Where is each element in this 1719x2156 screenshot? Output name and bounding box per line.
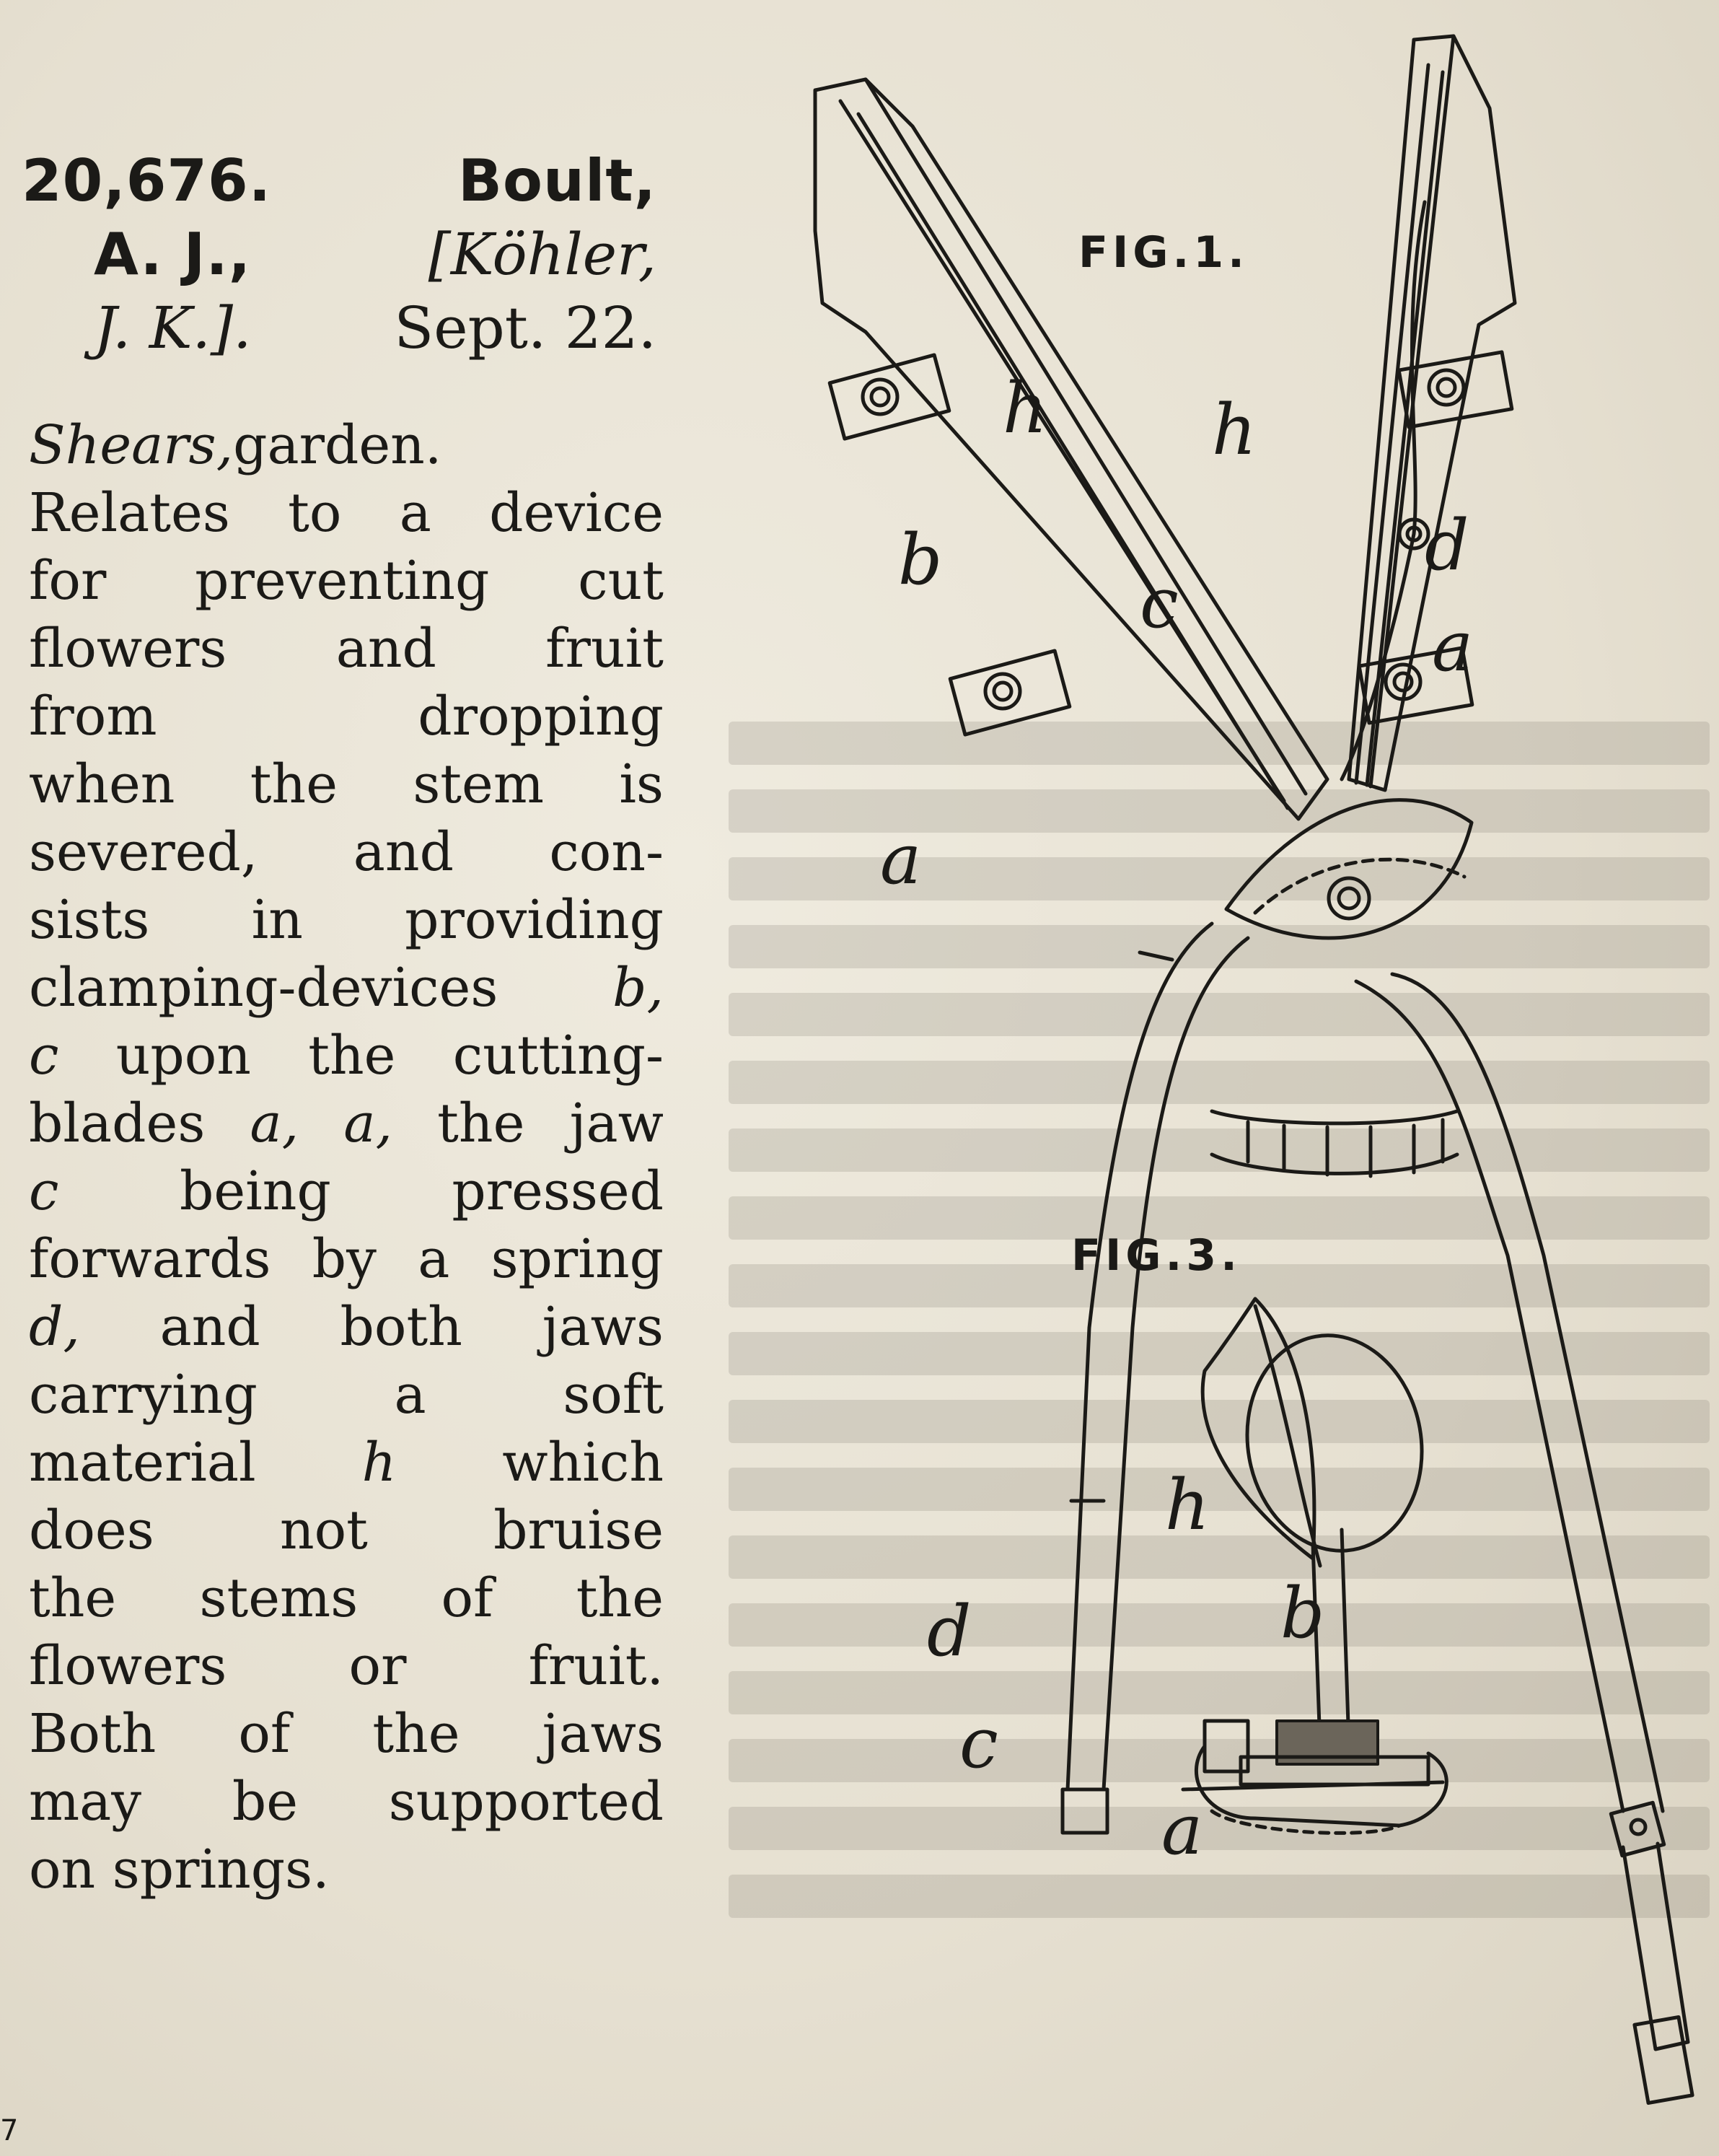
fig1-ref-b: b [898, 520, 943, 600]
abstract-line [29, 547, 664, 615]
abstract-line [29, 954, 664, 1022]
abstract-text-segment: Relates to a device [29, 482, 664, 544]
patent-drawing [750, 29, 1710, 2107]
abstract-text-segment: material [29, 1432, 362, 1494]
communicator-name: [Köhler, [428, 221, 656, 288]
abstract-text-segment: c [29, 1160, 59, 1222]
abstract-text-segment: from dropping [29, 685, 664, 748]
abstract-text-segment: when the stem is [29, 753, 664, 815]
abstract-text-segment: a, a, [250, 1092, 392, 1154]
abstract-line [29, 1361, 664, 1429]
abstract-line [29, 1090, 664, 1157]
fig3-ref-c: c [959, 1703, 998, 1784]
left-handle [1063, 924, 1248, 1833]
abstract-text-segment: garden. [233, 414, 442, 476]
abstract-text-segment: Both of the jaws [29, 1703, 664, 1765]
fig1-ref-a-right: a [1432, 606, 1474, 687]
abstract-text [29, 411, 664, 1903]
fig1-ref-h-left: h [1003, 368, 1047, 449]
abstract-text-segment: may be supported [29, 1771, 664, 1833]
fig3-ref-h: h [1165, 1465, 1210, 1546]
filing-date: Sept. 22. [394, 294, 656, 361]
abstract-line [29, 1497, 664, 1564]
abstract-line [29, 1700, 664, 1768]
fig3-ref-a: a [1161, 1789, 1203, 1870]
abstract-line [29, 1022, 664, 1090]
abstract-text-segment: b, [612, 957, 664, 1019]
abstract-text-segment: carrying a soft [29, 1364, 664, 1426]
abstract-text-segment: h [361, 1432, 397, 1494]
abstract-text-segment: does not bruise [29, 1499, 664, 1561]
pivot-joint [1226, 800, 1472, 938]
abstract-line [29, 750, 664, 818]
fig1-label: FIG.1. [1078, 227, 1249, 278]
fig3-label: FIG.3. [1071, 1230, 1241, 1281]
abstract-text-segment: c [29, 1025, 59, 1087]
fig3-ref-b: b [1280, 1573, 1325, 1654]
abstract-text-segment: and both jaws [79, 1296, 664, 1358]
applicant-surname: Boult, [458, 147, 656, 214]
abstract-text-segment: clamping-devices [29, 957, 613, 1019]
fig1-ref-c: c [1140, 563, 1179, 644]
spring-coil [1212, 1111, 1457, 1176]
abstract-text-segment: the stems of the [29, 1567, 664, 1629]
abstract-line [29, 1768, 664, 1836]
abstract-text-segment: for preventing cut [29, 550, 664, 612]
abstract-line [29, 479, 664, 547]
abstract-line [29, 1429, 664, 1497]
fig3-flower-and-clamp [1183, 1299, 1446, 1833]
abstract-line [29, 1225, 664, 1293]
fig1-ref-d: d [1425, 505, 1469, 586]
abstract-text-segment: blades [29, 1092, 250, 1154]
page-edge-mark: 7 [0, 2114, 19, 2147]
abstract-text-segment: Shears, [29, 414, 234, 476]
abstract-line [29, 411, 664, 479]
patent-number: 20,676. [22, 147, 272, 214]
right-blade [1342, 36, 1515, 790]
abstract-text-segment: d, [29, 1296, 80, 1358]
abstract-line [29, 615, 664, 683]
abstract-line [29, 1293, 664, 1361]
right-handle [1356, 974, 1692, 2103]
abstract-text-segment: on springs. [29, 1839, 330, 1901]
abstract-text-segment: flowers and fruit [29, 618, 664, 680]
abstract-line [29, 1632, 664, 1700]
communicator-initials: J. K.]. [94, 294, 252, 361]
abstract-line [29, 886, 664, 954]
abstract-line [29, 1836, 664, 1903]
abstract-line [29, 818, 664, 886]
abstract-line [29, 1564, 664, 1632]
fig1-ref-h-right: h [1212, 390, 1257, 470]
abstract-text-segment: being pressed [58, 1160, 664, 1222]
fig3-ref-d: d [927, 1591, 972, 1672]
abstract-text-segment: forwards by a spring [29, 1228, 664, 1290]
abstract-text-segment: the jaw [392, 1092, 664, 1154]
abstract-text-segment: which [396, 1432, 664, 1494]
abstract-line [29, 1157, 664, 1225]
abstract-text-segment: flowers or fruit. [29, 1635, 664, 1697]
abstract-line [29, 683, 664, 750]
applicant-initials: A. J., [94, 221, 252, 288]
entry-heading [22, 144, 656, 365]
garden-shears-drawing [750, 29, 1710, 2107]
fig1-ref-a-left: a [880, 819, 922, 900]
abstract-text-segment: severed, and con- [29, 821, 664, 883]
abstract-text-segment: sists in providing [29, 889, 664, 951]
abstract-text-segment: upon the cutting- [58, 1025, 664, 1087]
